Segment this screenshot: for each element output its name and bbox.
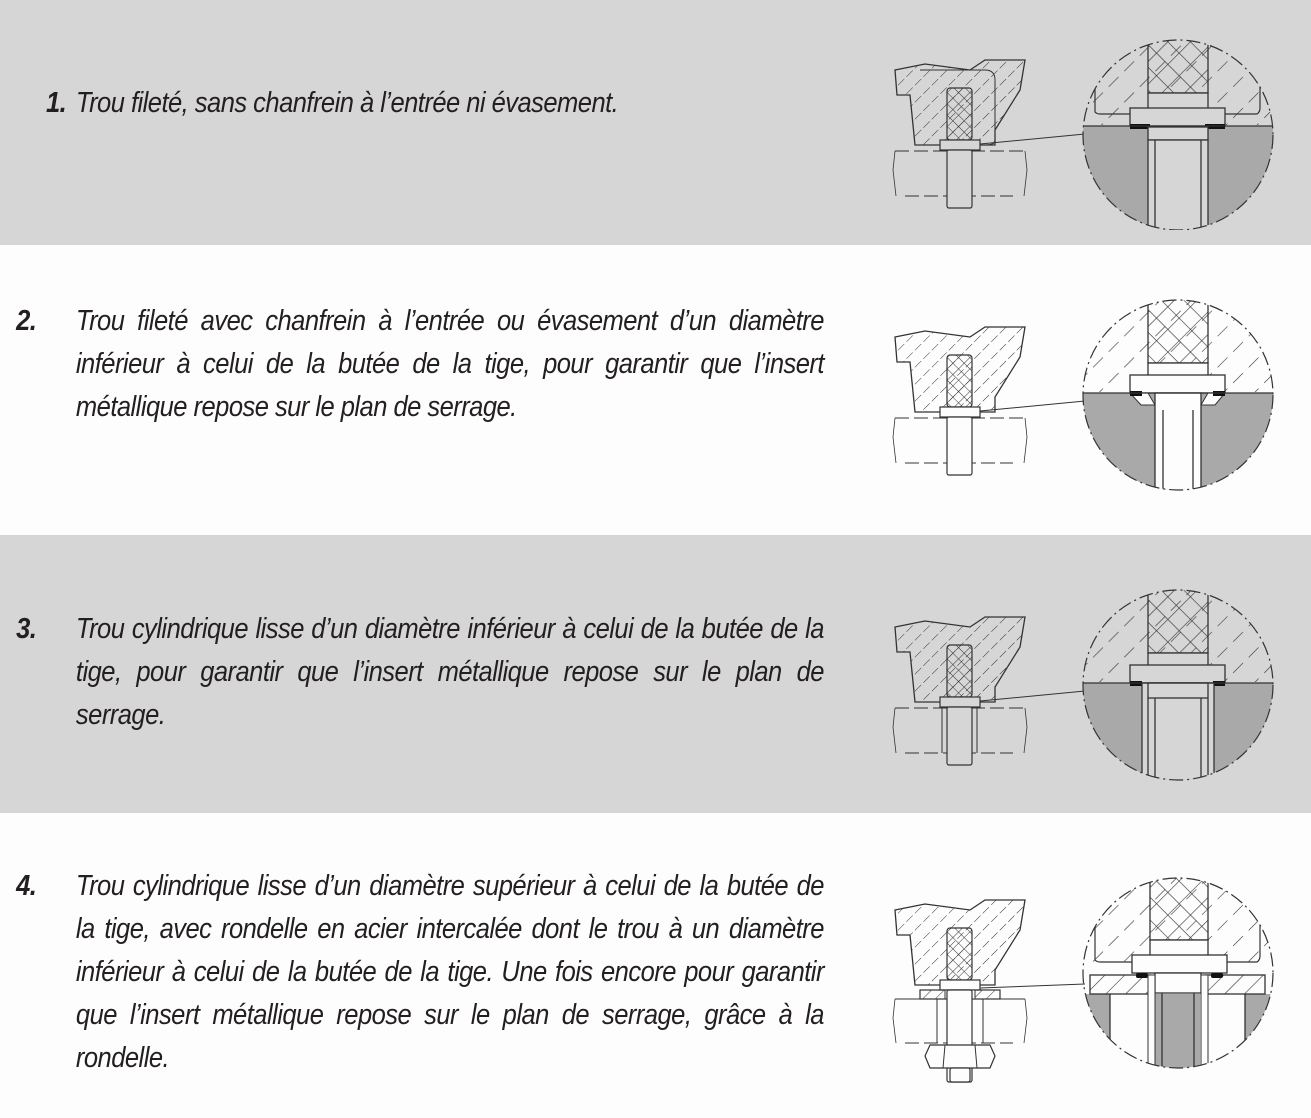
item-3-text-block [16, 608, 824, 737]
figure-threaded-hole-no-chamfer [885, 30, 1285, 235]
item-description: Trou fileté, sans chanfrein à l’entrée ni évasement. [75, 87, 619, 119]
item-description: Trou cylindrique lisse d’un diamètre supérieur à celui de la butée de la tige, avec rondelle en acier intercalée dont le trou à un diamètre inférieur à celui de la butée de la tige. Une fois encore pour garantir que l’insert métallique repose sur le plan de serrage, grâce à la rondelle. [75, 870, 824, 1074]
item-description: Trou cylindrique lisse d’un diamètre inférieur à celui de la butée de la tige, pour garantir que l’insert métallique repose sur le plan de serrage. [75, 613, 824, 731]
item-1-text-block [46, 82, 704, 125]
section-1-band [0, 0, 1311, 245]
item-number: 3. [16, 613, 37, 645]
item-description: Trou fileté avec chanfrein à l’entrée ou évasement d’un diamètre inférieur à celui de la butée de la tige, pour garantir que l’insert métallique repose sur le plan de serrage. [75, 305, 824, 423]
item-number: 4. [16, 870, 37, 902]
figure-smooth-hole-larger-diameter-with-washer [885, 858, 1285, 1103]
section-2-band [0, 245, 1311, 535]
item-number: 1. [46, 87, 67, 119]
figure-smooth-hole-smaller-diameter [885, 585, 1285, 790]
section-4-band [0, 813, 1311, 1118]
item-4-text-block [16, 865, 824, 1080]
figure-threaded-hole-with-chamfer [885, 295, 1285, 500]
section-3-band [0, 535, 1311, 813]
item-number: 2. [16, 305, 37, 337]
item-2-text-block [16, 300, 824, 429]
